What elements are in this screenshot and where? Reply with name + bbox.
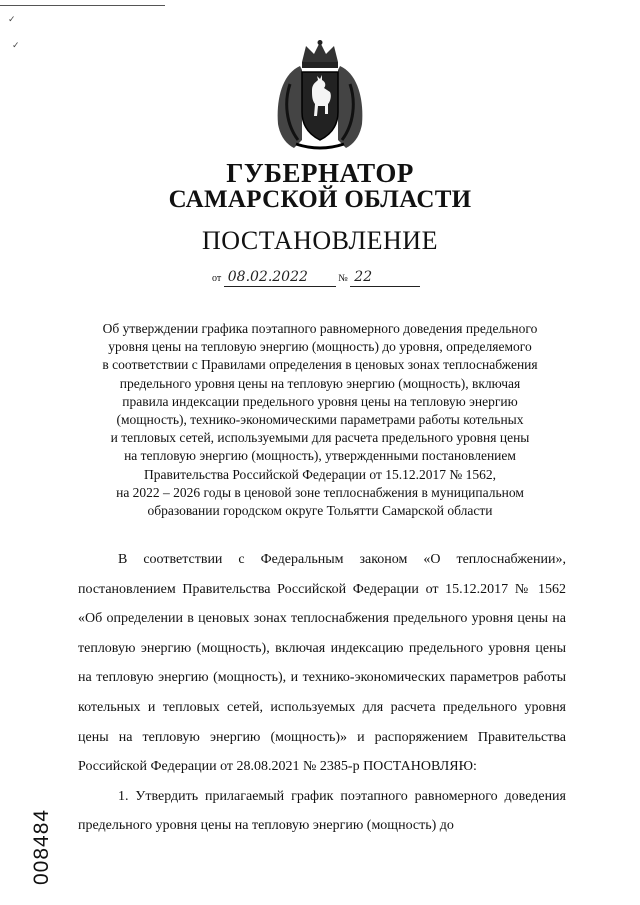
title-line: и тепловых сетей, используемыми для расчета предельного уровня цены — [110, 430, 530, 446]
body-paragraph-2: 1. Утвердить прилагаемый график поэтапного равномерного доведения предельного уровня цены на тепловую энергию (мощность) до — [78, 788, 566, 834]
side-code-text: 008484 — [30, 808, 53, 885]
date-number-line — [212, 270, 420, 287]
side-code — [20, 765, 60, 885]
document-body — [78, 545, 566, 841]
date-prefix: от — [212, 273, 222, 284]
number-prefix: № — [338, 273, 348, 284]
body-paragraph-1: В соответствии с Федеральным законом «О теплоснабжении», постановлением Правительства Российской Федерации от 15.12.2017 № 1562 «Об определении в ценовых зонах теплоснабжения предельного уровня цены на тепловую энергию (мощность), включая индексацию предельного уровня цены на тепловую энергию (мощность), и технико-экономических параметров работы котельных и тепловых сетей, используемых для расчета предельного уровня цены на тепловую энергию (мощность)» и распоряжением Правительства Российской Федерации от 28.08.2021 № 2385-р ПОСТАНОВЛЯЮ: — [78, 552, 566, 775]
scan-speck: ✓ — [8, 14, 16, 24]
title-line: на 2022 – 2026 годы в ценовой зоне теплоснабжения в муниципальном — [116, 484, 524, 500]
document-type: ПОСТАНОВЛЕНИЕ — [202, 226, 438, 255]
document-title — [60, 320, 580, 520]
scan-speck: ✓ — [12, 40, 20, 50]
date-value: 08.02.2022 — [227, 269, 308, 285]
title-line: предельного уровня цены на тепловую энергию (мощность), включая — [119, 375, 521, 391]
title-line: правила индексации предельного уровня цены на тепловую энергию — [122, 393, 518, 409]
title-line: образовании городском округе Тольятти Самарской области — [147, 503, 493, 519]
authority-line-1: ГУБЕРНАТОР — [226, 158, 414, 188]
top-rule — [0, 5, 165, 6]
number-value: 22 — [354, 269, 373, 285]
number-field — [350, 270, 420, 287]
authority-line-2: САМАРСКОЙ ОБЛАСТИ — [168, 186, 472, 213]
title-line: на тепловую энергию (мощность), утвержденными постановлением — [124, 448, 516, 464]
title-line: в соответствии с Правилами определения в ценовых зонах теплоснабжения — [102, 357, 538, 373]
title-line: Об утверждении графика поэтапного равномерного доведения предельного — [102, 321, 538, 336]
title-line: уровня цены на тепловую энергию (мощность) до уровня, определяемого — [108, 339, 532, 355]
title-line: Правительства Российской Федерации от 15.12.2017 № 1562, — [144, 466, 496, 482]
coat-of-arms-icon — [272, 40, 368, 152]
title-line: (мощность), технико-экономическими параметрами работы котельных — [116, 412, 524, 428]
date-field — [224, 270, 336, 287]
